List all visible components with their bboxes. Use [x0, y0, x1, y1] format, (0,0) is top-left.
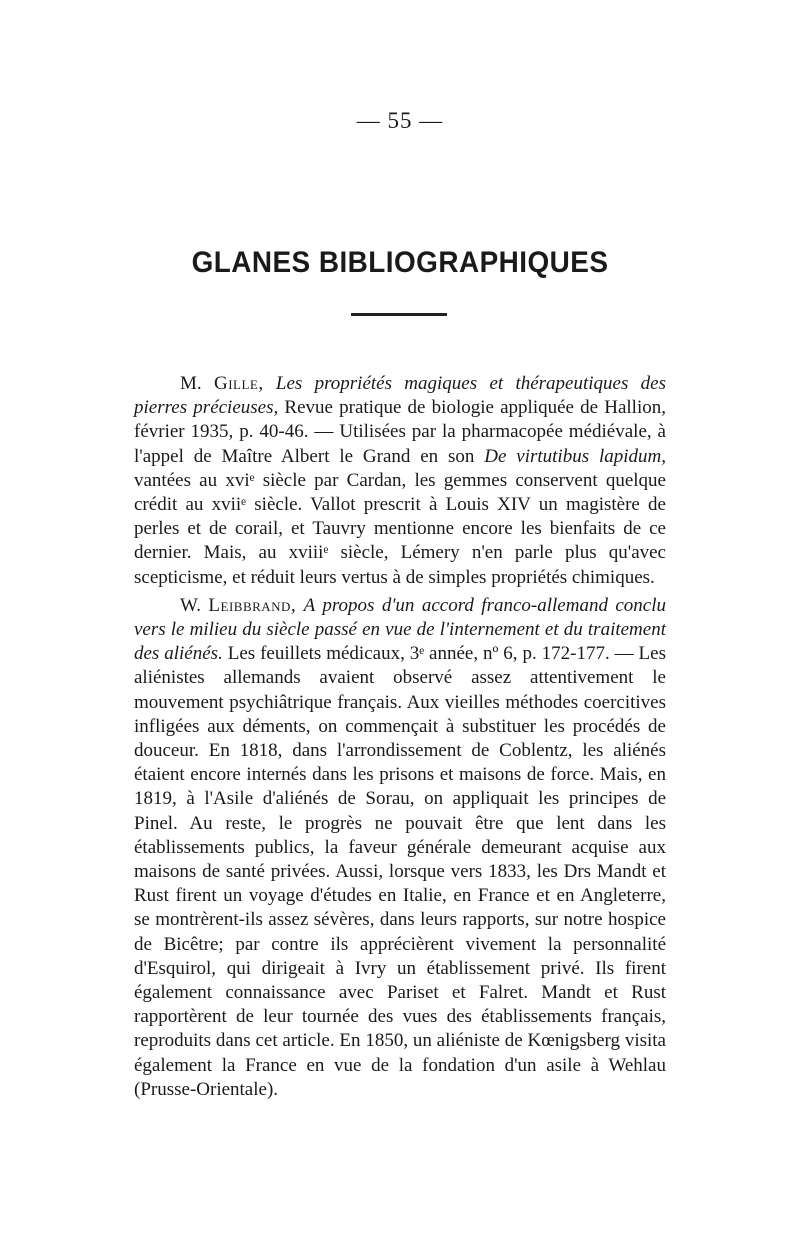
latin-title: De virtutibus lapidum, — [484, 445, 666, 467]
work-title: A propos d'un accord franco-allemand conclu vers le milieu du siècle passé en vue de l'internement et du traitement des aliénés. — [134, 594, 667, 665]
work-title: Les propriétés magiques et thérapeutiques des pierres précieuses, — [134, 373, 667, 419]
body-text — [134, 372, 666, 1102]
author-initial: M. — [180, 373, 202, 394]
page-title: GLANES BIBLIOGRAPHIQUES — [191, 246, 609, 279]
author-name: Gille, — [213, 373, 264, 394]
bibliography-entry-gille — [134, 372, 666, 590]
page-number: — 55 — — [356, 108, 444, 133]
entry-body-continued: vantées au xviᵉ siècle par Cardan, les gemmes conservent quelque crédit au xviiᵉ siècle. Vallot prescrit à Louis XIV un magistère de perles et de corail, et Tauvry mentionne encore les bienfaits de ce dernier. Mais, au xviiiᵉ siècle, Lémery n'en parle plus qu'avec scepticisme, et réduit leurs vertus à de simples propriétés chimiques. — [134, 469, 666, 588]
entry-body: Les feuillets médicaux, 3ᵉ année, nº 6, p. 172-177. — Les aliénistes allemands avaient observé assez attentivement le mouvement psychiâtrique français. Aux vieilles méthodes coercitives infligées aux déments, on commençait à substituer les procédés de douceur. En 1818, dans l'arrondissement de Coblentz, les aliénés étaient encore internés dans les prisons et maisons de force. Mais, en 1819, à l'Asile d'aliénés de Sorau, on appliquait les principes de Pinel. Au reste, le progrès ne pouvait être que lent dans les établissements publics, la faveur générale demeurant acquise aux maisons de santé privées. Aussi, lorsque vers 1833, les Drs Mandt et Rust firent un voyage d'études en Italie, en France et en Angleterre, se montrèrent-ils assez sévères, dans leurs rapports, sur notre hospice de Bicêtre; par contre ils apprécièrent vivement la personnalité d'Esquirol, qui dirigeait à Ivry un établissement privé. Ils firent également connaissance avec Pariset et Falret. Mandt et Rust rapportèrent de leur tournée des vues des établissements français, reproduits dans cet article. En 1850, un aliéniste de Kœnigsberg visita également la France en vue de la fondation d'un asile à Wehlau (Prusse-Orientale). — [134, 643, 666, 1100]
bibliography-entry-leibbrand — [134, 594, 666, 1102]
entry-body: Revue pratique de biologie appliquée de Hallion, février 1935, p. 40-46. — Utilisées par la pharmacopée médiévale, à l'appel de Maître Albert le Grand en son — [134, 397, 666, 467]
title-divider — [351, 313, 447, 316]
author-initial: W. — [180, 594, 201, 616]
author-name: Leibbrand, — [208, 594, 297, 616]
